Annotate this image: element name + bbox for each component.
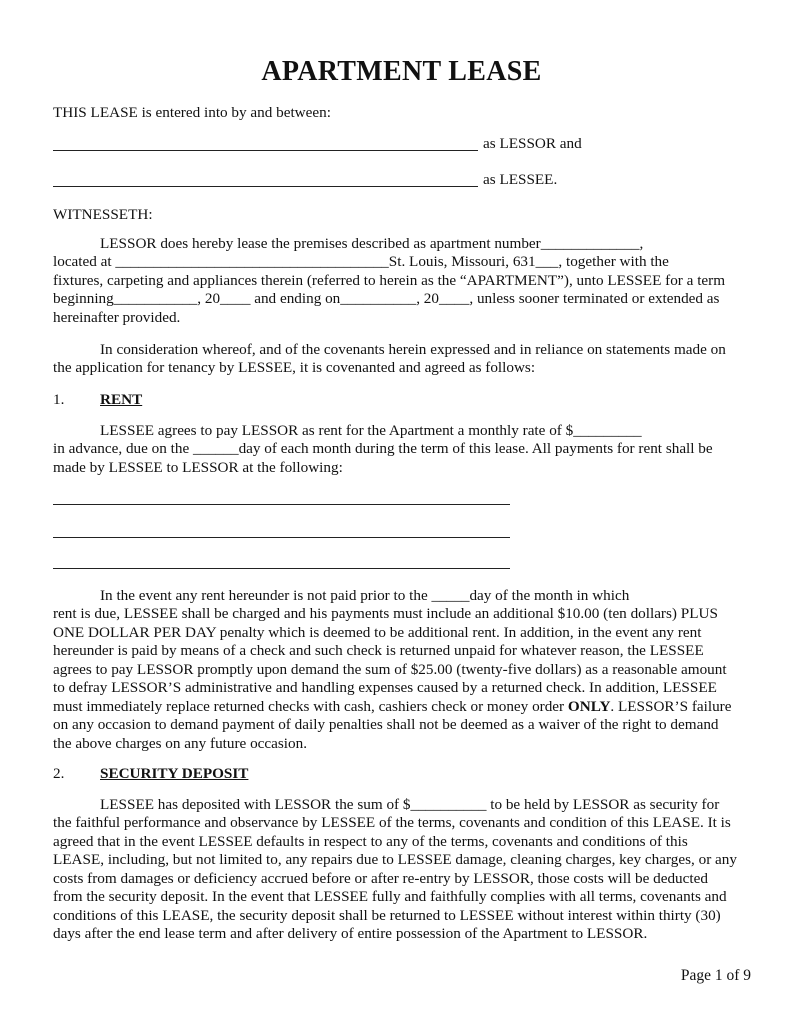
rent-line: LESSEE agrees to pay LESSOR as rent for the Apartment a monthly rate of $_________ xyxy=(100,422,642,439)
premises-line: hereinafter provided. xyxy=(53,309,181,326)
premises-line: beginning___________, 20____ and ending on__________, 20____, unless sooner terminated or extended as xyxy=(53,290,720,307)
late-rent-line: on any occasion to demand payment of daily penalties shall not be deemed as a waiver of the right to demand xyxy=(53,716,719,733)
deposit-line: agreed that in the event LESSEE defaults in respect to any of the terms, covenants and conditions of this xyxy=(53,833,688,850)
document-title: APARTMENT LEASE xyxy=(261,56,542,87)
consideration-line: In consideration whereof, and of the covenants herein expressed and in reliance on statements made on xyxy=(100,341,726,358)
consideration-line: the application for tenancy by LESSEE, it is covenanted and agreed as follows: xyxy=(53,359,536,376)
rent-line: made by LESSEE to LESSOR at the following: xyxy=(53,459,343,476)
late-rent-line: rent is due, LESSEE shall be charged and his payments must include an additional $10.00 (ten dollars) PLUS xyxy=(53,605,718,622)
payment-address-blank xyxy=(53,537,510,538)
lessor-label: as LESSOR and xyxy=(483,135,582,152)
late-rent-line: agrees to pay LESSOR promptly upon demand the sum of $25.00 (twenty-five dollars) as a reasonable amount xyxy=(53,661,727,678)
section-number: 2. xyxy=(53,765,65,782)
lessee-name-blank xyxy=(53,186,478,187)
late-rent-text: must immediately replace returned checks with cash, cashiers check or money order xyxy=(53,698,568,715)
payment-address-blank xyxy=(53,504,510,505)
lessor-name-blank xyxy=(53,150,478,151)
deposit-line: from the security deposit. In the event that LESSEE fully and faithfully complies with all terms, covenants and xyxy=(53,888,727,905)
late-rent-text: . LESSOR’S failure xyxy=(610,698,732,715)
late-rent-line xyxy=(53,697,731,716)
deposit-line: the faithful performance and observance by LESSEE of the terms, covenants and condition of this LEASE. It is xyxy=(53,814,731,831)
premises-line: located at ____________________________________St. Louis, Missouri, 631___, together with the xyxy=(53,253,669,270)
section-heading-rent: RENT xyxy=(100,391,143,408)
late-rent-line: ONE DOLLAR PER DAY penalty which is deemed to be additional rent. In addition, in the event any rent xyxy=(53,624,702,641)
late-rent-line: to defray LESSOR’S administrative and handling expenses caused by a returned check. In addition, LESSEE xyxy=(53,679,717,696)
section-number: 1. xyxy=(53,391,65,408)
deposit-line: LEASE, including, but not limited to, any repairs due to LESSEE damage, cleaning charges, key charges, or any xyxy=(53,851,737,868)
lessee-label: as LESSEE. xyxy=(483,171,558,188)
premises-line: LESSOR does hereby lease the premises described as apartment number_____________, xyxy=(100,235,644,252)
witnesseth-heading: WITNESSETH: xyxy=(53,206,153,223)
intro-text: THIS LEASE is entered into by and between: xyxy=(53,104,331,121)
deposit-line: costs from damages or deficiency accrued before or after re-entry by LESSOR, those costs will be deducted xyxy=(53,870,708,887)
payment-address-blank xyxy=(53,568,510,569)
deposit-line: LESSEE has deposited with LESSOR the sum of $__________ to be held by LESSOR as security for xyxy=(100,796,720,813)
premises-line: fixtures, carpeting and appliances therein (referred to herein as the “APARTMENT”), unto LESSEE for a term xyxy=(53,272,726,289)
rent-line: in advance, due on the ______day of each month during the term of this lease. All payments for rent shall be xyxy=(53,440,713,457)
section-heading-security-deposit: SECURITY DEPOSIT xyxy=(100,765,249,782)
late-rent-line: In the event any rent hereunder is not paid prior to the _____day of the month in which xyxy=(100,587,630,604)
late-rent-line: the above charges on any future occasion. xyxy=(53,735,308,752)
deposit-line: conditions of this LEASE, the security deposit shall be returned to LESSEE without interest within thirty (30) xyxy=(53,907,721,924)
deposit-line: days after the end lease term and after delivery of entire possession of the Apartment to LESSOR. xyxy=(53,925,648,942)
late-rent-line: hereunder is paid by means of a check and such check is returned unpaid for whatever reason, the LESSEE xyxy=(53,642,704,659)
page-number: Page 1 of 9 xyxy=(680,967,751,984)
only-emphasis: ONLY xyxy=(567,698,611,715)
